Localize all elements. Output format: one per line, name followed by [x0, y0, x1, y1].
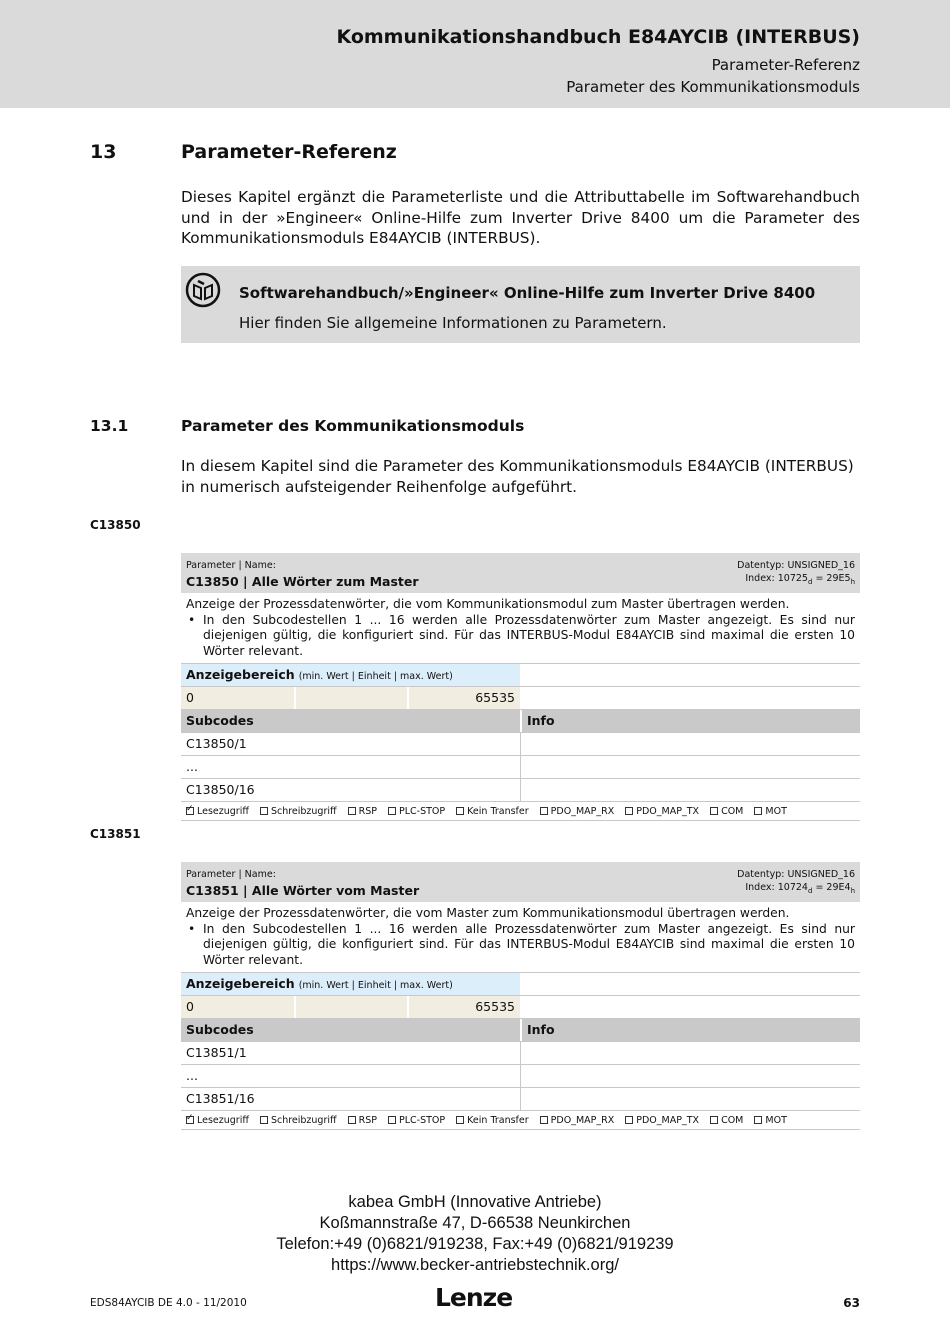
subcode-info-cell: [522, 733, 860, 755]
flag-pdo-map-rx: [540, 806, 615, 817]
checkbox-icon: [710, 807, 718, 815]
flag-plc-stop: [388, 1115, 445, 1126]
parameter-datatype: Datentyp: UNSIGNED_16: [737, 560, 855, 571]
flag-lesezugriff: [186, 806, 249, 817]
flag-label: COM: [721, 806, 744, 817]
lenze-logo: Lenze: [435, 1283, 513, 1312]
index-d-suffix: d: [807, 577, 813, 586]
flag-kein-transfer: [456, 806, 528, 817]
parameter-description: Anzeige der Prozessdatenwörter, die vom Master zum Kommunikationsmodul übertragen werden.: [186, 906, 790, 920]
access-flags-row: [181, 801, 860, 821]
flag-mot: [754, 806, 786, 817]
checkbox-icon: [625, 807, 633, 815]
subcode-row: [181, 755, 860, 778]
range-min: 0: [186, 999, 194, 1014]
range-label: Anzeigebereich: [186, 667, 295, 682]
flag-mot: [754, 1115, 786, 1126]
index-d-suffix: d: [807, 886, 813, 895]
header-subtitle-2: Parameter des Kommunikationsmoduls: [566, 78, 860, 96]
parameter-description: Anzeige der Prozessdatenwörter, die vom Kommunikationsmodul zum Master übertragen werden.: [186, 597, 790, 611]
parameter-index: [745, 573, 855, 586]
checkbox-icon: [348, 1116, 356, 1124]
range-max: 65535: [475, 999, 515, 1014]
range-header-row: [181, 663, 860, 686]
company-website[interactable]: https://www.becker-antriebstechnik.org/: [331, 1256, 619, 1274]
flag-kein-transfer: [456, 1115, 528, 1126]
subcode-info-cell: [522, 779, 860, 801]
parameter-bullet: • In den Subcodestellen 1 ... 16 werden alle Prozessdatenwörter zum Master angezeigt. Es sind nur diejenigen gültig, die konfiguriert sind. Für das INTERBUS-Modul E84AYCIB sind maximal die ersten 10 Wörter relevant.: [188, 921, 855, 967]
checkbox-icon: [540, 807, 548, 815]
subcodes-header-row: [181, 1018, 860, 1041]
index-hex: = 29E5: [812, 573, 851, 584]
range-label-cell: [181, 664, 520, 686]
parameter-code-label: C13850: [90, 518, 141, 532]
access-flags-row: [181, 1110, 860, 1130]
range-values-row: [181, 995, 860, 1018]
parameter-name: C13851 | Alle Wörter vom Master: [186, 883, 420, 898]
parameter-grid: [181, 972, 860, 1130]
parameter-code-label: C13851: [90, 827, 141, 841]
range-values-row: [181, 686, 860, 709]
range-max: 65535: [475, 690, 515, 705]
index-h-suffix: h: [850, 886, 855, 895]
info-label: Info: [522, 710, 860, 732]
subcode-row: [181, 1064, 860, 1087]
header-title: Kommunikationshandbuch E84AYCIB (INTERBUS): [336, 26, 860, 48]
parameter-header: [181, 553, 860, 593]
subcode-row: [181, 1041, 860, 1064]
range-hint: (min. Wert | Einheit | max. Wert): [298, 980, 453, 991]
note-text: Hier finden Sie allgemeine Informationen zu Parametern.: [239, 314, 667, 332]
subcodes-label: Subcodes: [181, 710, 520, 732]
flag-label: Schreibzugriff: [270, 1115, 337, 1126]
flag-lesezugriff: [186, 1115, 249, 1126]
page-header: [0, 0, 950, 108]
flag-rsp: [348, 1115, 377, 1126]
company-name: kabea GmbH (Innovative Antriebe): [348, 1193, 602, 1211]
info-label: Info: [522, 1019, 860, 1041]
parameter-header: [181, 862, 860, 902]
range-values-empty: [522, 996, 860, 1018]
range-values-cell: [181, 687, 520, 709]
bullet-text: In den Subcodestellen 1 ... 16 werden alle Prozessdatenwörter zum Master angezeigt. Es sind nur diejenigen gültig, die konfiguriert sind. Für das INTERBUS-Modul E84AYCIB sind maximal die ersten 10 Wörter relevant.: [203, 921, 855, 967]
flag-pdo-map-tx: [625, 806, 699, 817]
subcode-cell: C13850/16: [186, 782, 255, 797]
section-title: Parameter-Referenz: [181, 141, 397, 163]
parameter-grid: [181, 663, 860, 821]
range-min: 0: [186, 690, 194, 705]
flag-label: RSP: [358, 806, 377, 817]
flag-rsp: [348, 806, 377, 817]
range-values-cell: [181, 996, 520, 1018]
subcodes-header-row: [181, 709, 860, 732]
checkbox-icon: [348, 807, 356, 815]
subcode-row: [181, 732, 860, 755]
book-reference-icon: [185, 272, 221, 308]
flag-label: RSP: [358, 1115, 377, 1126]
subcode-cell: C13851/16: [186, 1091, 255, 1106]
index-decimal: Index: 10724: [745, 882, 808, 893]
checkbox-icon: [388, 1116, 396, 1124]
range-values-empty: [522, 687, 860, 709]
range-empty-cell: [522, 664, 860, 686]
note-title: Softwarehandbuch/»Engineer« Online-Hilfe zum Inverter Drive 8400: [239, 284, 816, 302]
flag-label: PDO_MAP_RX: [550, 806, 615, 817]
index-decimal: Index: 10725: [745, 573, 808, 584]
subsection-number: 13.1: [90, 417, 129, 435]
checkbox-icon: [625, 1116, 633, 1124]
parameter-label: Parameter | Name:: [186, 869, 276, 880]
flag-plc-stop: [388, 806, 445, 817]
company-address: Koßmannstraße 47, D-66538 Neunkirchen: [319, 1214, 631, 1232]
page-number: 63: [843, 1296, 860, 1310]
flag-schreibzugriff: [260, 1115, 337, 1126]
subcodes-label: Subcodes: [181, 1019, 520, 1041]
bullet-text: In den Subcodestellen 1 ... 16 werden alle Prozessdatenwörter zum Master angezeigt. Es sind nur diejenigen gültig, die konfiguriert sind. Für das INTERBUS-Modul E84AYCIB sind maximal die ersten 10 Wörter relevant.: [203, 612, 855, 658]
checkbox-icon: [540, 1116, 548, 1124]
subcode-cell: ...: [186, 759, 198, 774]
section-intro: Dieses Kapitel ergänzt die Parameterliste und die Attributtabelle im Softwarehandbuch und in der »Engineer« Online-Hilfe zum Inverter Drive 8400 um die Parameter des Kommunikationsmoduls E84AYCIB (INTERBUS).: [181, 188, 860, 247]
flag-schreibzugriff: [260, 806, 337, 817]
parameter-label: Parameter | Name:: [186, 560, 276, 571]
flag-label: Lesezugriff: [197, 1115, 249, 1126]
subcode-info-cell: [522, 1088, 860, 1110]
parameter-index: [745, 882, 855, 895]
subcode-info-cell: [522, 756, 860, 778]
index-h-suffix: h: [850, 577, 855, 586]
checked-box-icon: [186, 807, 194, 815]
checkbox-icon: [710, 1116, 718, 1124]
range-label-cell: [181, 973, 520, 995]
flag-com: [710, 1115, 743, 1126]
flag-label: PLC-STOP: [399, 1115, 446, 1126]
subcode-info-cell: [522, 1065, 860, 1087]
flag-label: Schreibzugriff: [270, 806, 337, 817]
parameter-name: C13850 | Alle Wörter zum Master: [186, 574, 419, 589]
range-empty-cell: [522, 973, 860, 995]
flag-label: Kein Transfer: [467, 806, 529, 817]
checkbox-icon: [388, 807, 396, 815]
parameter-table: [181, 862, 860, 1130]
index-hex: = 29E4: [812, 882, 851, 893]
checked-box-icon: [186, 1116, 194, 1124]
flag-label: Kein Transfer: [467, 1115, 529, 1126]
flag-label: PDO_MAP_TX: [636, 1115, 700, 1126]
checkbox-icon: [260, 807, 268, 815]
subcode-row: [181, 1087, 860, 1110]
flag-label: COM: [721, 1115, 744, 1126]
checkbox-icon: [456, 807, 464, 815]
subcode-cell: C13851/1: [186, 1045, 247, 1060]
document-id: EDS84AYCIB DE 4.0 - 11/2010: [90, 1297, 247, 1309]
flag-pdo-map-rx: [540, 1115, 615, 1126]
section-number: 13: [90, 141, 117, 163]
flag-com: [710, 806, 743, 817]
flag-label: Lesezugriff: [197, 806, 249, 817]
flag-label: PDO_MAP_RX: [550, 1115, 615, 1126]
range-label: Anzeigebereich: [186, 976, 295, 991]
checkbox-icon: [260, 1116, 268, 1124]
flag-pdo-map-tx: [625, 1115, 699, 1126]
flag-label: MOT: [765, 806, 787, 817]
flag-label: PLC-STOP: [399, 806, 446, 817]
checkbox-icon: [754, 807, 762, 815]
parameter-bullet: • In den Subcodestellen 1 ... 16 werden alle Prozessdatenwörter zum Master angezeigt. Es sind nur diejenigen gültig, die konfiguriert sind. Für das INTERBUS-Modul E84AYCIB sind maximal die ersten 10 Wörter relevant.: [188, 612, 855, 658]
subcode-row: [181, 778, 860, 801]
flag-label: PDO_MAP_TX: [636, 806, 700, 817]
range-hint: (min. Wert | Einheit | max. Wert): [298, 671, 453, 682]
note-box: [181, 266, 860, 343]
subsection-title: Parameter des Kommunikationsmoduls: [181, 417, 525, 435]
subsection-intro: In diesem Kapitel sind die Parameter des Kommunikationsmoduls E84AYCIB (INTERBUS) in numerisch aufsteigender Reihenfolge aufgeführt.: [181, 457, 854, 496]
range-header-row: [181, 972, 860, 995]
flag-label: MOT: [765, 1115, 787, 1126]
subcode-info-cell: [522, 1042, 860, 1064]
checkbox-icon: [754, 1116, 762, 1124]
subcode-cell: ...: [186, 1068, 198, 1083]
header-subtitle-1: Parameter-Referenz: [711, 56, 860, 74]
parameter-table: [181, 553, 860, 821]
subcode-cell: C13850/1: [186, 736, 247, 751]
company-phone: Telefon:+49 (0)6821/919238, Fax:+49 (0)6821/919239: [276, 1235, 674, 1253]
checkbox-icon: [456, 1116, 464, 1124]
parameter-datatype: Datentyp: UNSIGNED_16: [737, 869, 855, 880]
